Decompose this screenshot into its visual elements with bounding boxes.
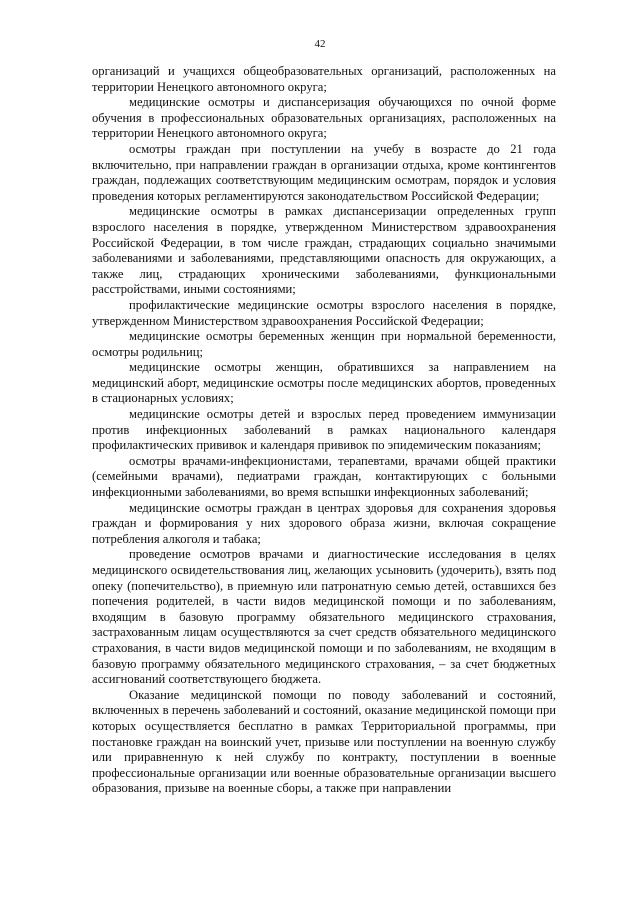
paragraph: медицинские осмотры женщин, обратившихся за направлением на медицинский аборт, медицинские осмотры после медицинских абортов, проведенных в стационарных условиях; <box>92 360 556 406</box>
document-body <box>92 64 556 797</box>
paragraph: Оказание медицинской помощи по поводу заболеваний и состояний, включенных в перечень заболеваний и состояний, оказание медицинской помощи при которых осуществляется бесплатно в рамках Территориальной программы, при постановке граждан на воинский учет, призыве или поступлении на военную службу или приравненную к ней службу по контракту, поступлении в военные профессиональные организации или военные образовательные организации высшего образования, призыве на военные сборы, а также при направлении <box>92 687 556 796</box>
paragraph: профилактические медицинские осмотры взрослого населения в порядке, утвержденном Министерством здравоохранения Российской Федерации; <box>92 297 556 328</box>
paragraph: медицинские осмотры и диспансеризация обучающихся по очной форме обучения в профессиональных образовательных организациях, расположенных на территории Ненецкого автономного округа; <box>92 95 556 141</box>
paragraph: осмотры врачами-инфекционистами, терапевтами, врачами общей практики (семейными врачами), педиатрами граждан, контактирующих с больными инфекционными заболеваниями, во время вспышки инфекционных заболеваний; <box>92 453 556 500</box>
page-number: 42 <box>314 38 326 50</box>
paragraph: медицинские осмотры в рамках диспансеризации определенных групп взрослого населения в порядке, утвержденном Министерством здравоохранения Российской Федерации, в том числе граждан, страдающих социально значимыми заболеваниями и заболеваниями, представляющими опасность для окружающих, а также лиц, страдающих хроническими заболеваниями, функциональными расстройствами, иными состояниями; <box>92 204 556 297</box>
paragraph: осмотры граждан при поступлении на учебу в возрасте до 21 года включительно, при направлении граждан в организации отдыха, кроме контингентов граждан, подлежащих соответствующим медицинским осмотрам, порядок и условия проведения которых регламентируются законодательством Российской Федерации; <box>92 141 556 203</box>
paragraph: организаций и учащихся общеобразовательных организаций, расположенных на территории Ненецкого автономного округа; <box>92 64 556 94</box>
paragraph: медицинские осмотры беременных женщин при нормальной беременности, осмотры родильниц; <box>92 329 556 359</box>
paragraph: медицинские осмотры детей и взрослых перед проведением иммунизации против инфекционных заболеваний в рамках национального календаря профилактических прививок и календаря прививок по эпидемическим показаниям; <box>92 407 556 453</box>
paragraph: медицинские осмотры граждан в центрах здоровья для сохранения здоровья граждан и формирования у них здорового образа жизни, включая сокращение потребления алкоголя и табака; <box>92 500 556 546</box>
paragraph: проведение осмотров врачами и диагностические исследования в целях медицинского освидетельствования лиц, желающих усыновить (удочерить), взять под опеку (попечительство), в приемную или патронатную семью детей, оставшихся без попечения родителей, в части видов медицинской помощи и по заболеваниям, входящим в базовую программу обязательного медицинского страхования, застрахованным лицам осуществляются за счет средств обязательного медицинского страхования, в части видов медицинской помощи и по заболеваниям, не входящим в базовую программу обязательного медицинского страхования, – за счет бюджетных ассигнований соответствующего бюджета. <box>92 547 556 687</box>
